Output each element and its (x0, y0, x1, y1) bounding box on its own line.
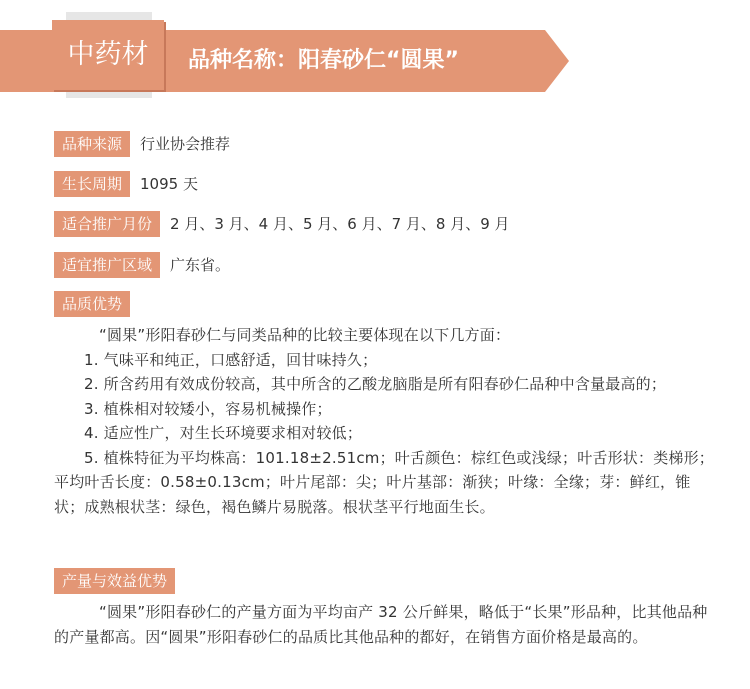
page-title: 品种名称：阳春砂仁“圆果” (188, 48, 459, 73)
yield-paragraph: “圆果”形阳春砂仁的产量方面为平均亩产 32 公斤鲜果，略低于“长果”形品种，比其他品种的产量都高。因“圆果”形阳春砂仁的品质比其他品种的都好，在销售方面价格是最高的。 (54, 603, 708, 646)
quality-section-header (54, 291, 130, 317)
category-tab-label: 中药材 (67, 39, 149, 70)
section-label: 品质优势 (54, 291, 130, 317)
info-label: 品种来源 (54, 131, 130, 157)
info-label: 适合推广月份 (54, 211, 160, 237)
info-label: 生长周期 (54, 171, 130, 197)
info-value: 2 月、3 月、4 月、5 月、6 月、7 月、8 月、9 月 (170, 215, 510, 233)
quality-point: 2. 所含药用有效成份较高，其中所含的乙酸龙脑脂是所有阳春砂仁品种中含量最高的； (84, 375, 667, 393)
quality-point: 4. 适应性广，对生长环境要求相对较低； (84, 424, 363, 442)
yield-text (54, 600, 714, 649)
quality-point: 5. 植株特征为平均株高：101.18±2.51cm；叶舌颜色：棕红色或浅绿；叶舌形状：类梯形；平均叶舌长度：0.58±0.13cm；叶片尾部：尖；叶片基部：渐狭；叶缘：全缘；芽：鲜红，锥状；成熟根状茎：绿色，褐色鳞片易脱落。根状茎平行地面生长。 (54, 448, 714, 516)
info-row-cycle (54, 171, 198, 197)
yield-section-header (54, 568, 175, 594)
info-row-region (54, 252, 230, 278)
info-row-source (54, 131, 230, 157)
section-label: 产量与效益优势 (54, 568, 175, 594)
info-label: 适宜推广区域 (54, 252, 160, 278)
quality-point: 1. 气味平和纯正，口感舒适，回甘味持久； (84, 350, 378, 369)
quality-intro: “圆果”形阳春砂仁与同类品种的比较主要体现在以下几方面： (99, 326, 511, 344)
banner-arrow-shape (545, 30, 569, 92)
info-value: 行业协会推荐 (140, 135, 231, 153)
info-row-months (54, 211, 510, 237)
info-value: 1095 天 (140, 175, 198, 193)
quality-point: 3. 植株相对较矮小，容易机械操作； (84, 399, 332, 418)
quality-text (54, 323, 714, 519)
info-value: 广东省。 (170, 256, 231, 274)
